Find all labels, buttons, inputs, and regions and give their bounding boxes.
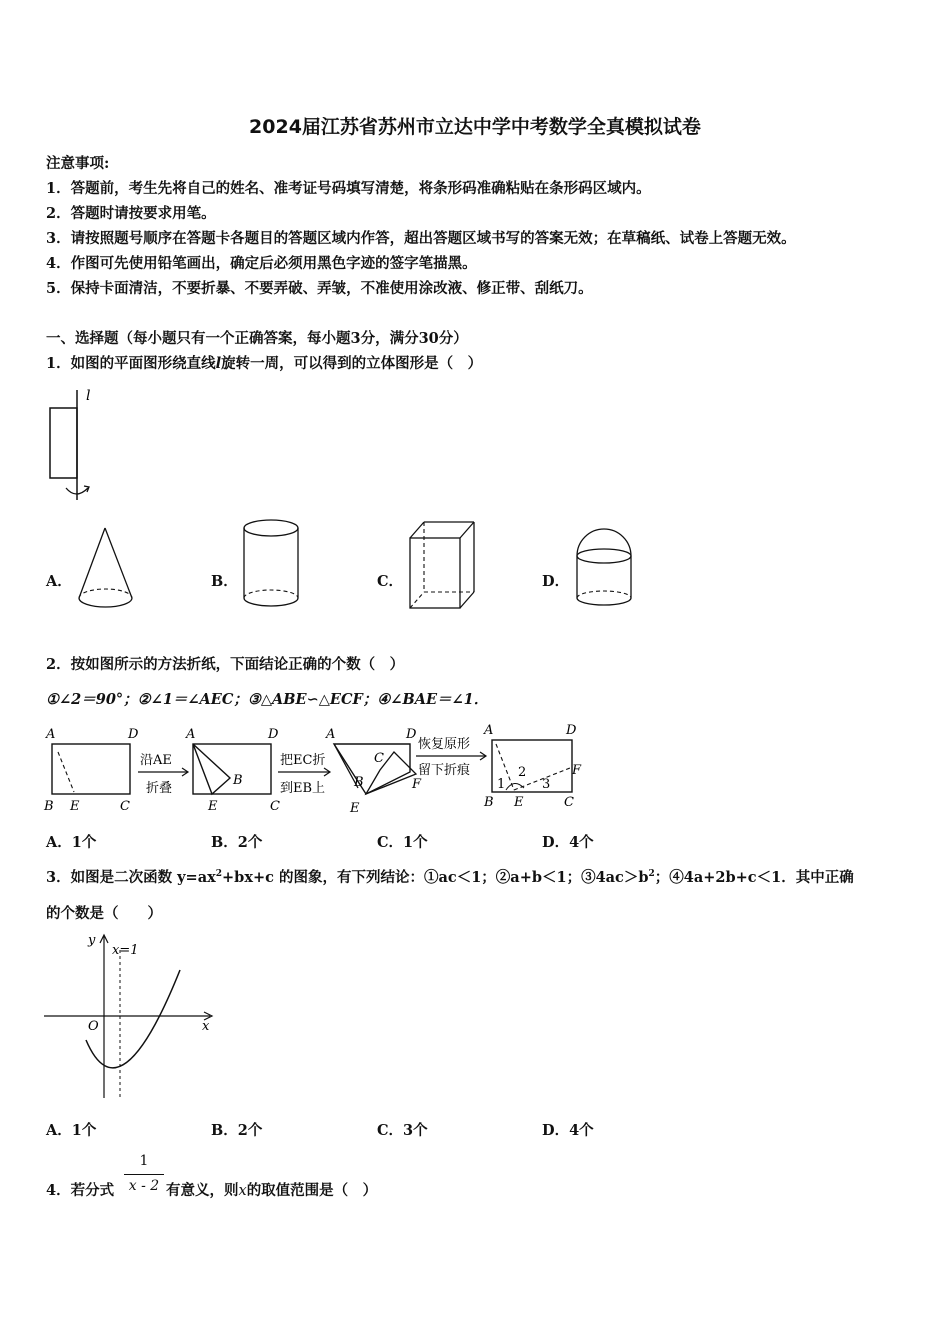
q1-option-c: C．: [377, 573, 404, 590]
svg-text:x: x: [202, 1019, 210, 1034]
svg-text:B: B: [484, 795, 494, 810]
svg-text:D: D: [268, 727, 279, 742]
q1-option-a: A．: [46, 573, 72, 590]
svg-text:3: 3: [542, 777, 551, 792]
svg-text:x=1: x=1: [112, 943, 139, 958]
fraction-bar: [124, 1174, 164, 1175]
notice-item: 1．答题前，考生先将自己的姓名、准考证号码填写清楚，将条形码准确粘贴在条形码区域内。: [46, 180, 651, 197]
q2-option-c: C．1个: [377, 834, 428, 851]
question-2-conclusions: ①∠2＝90°；②∠1＝∠AEC；③△ABE∽△ECF；④∠BAE＝∠1．: [46, 691, 489, 708]
notice-item: 5．保持卡面清洁，不要折暴、不要弄破、弄皱，不准使用涂改液、修正带、刮纸刀。: [46, 280, 593, 297]
q3-option-d: D．4个: [542, 1122, 594, 1139]
svg-text:A: A: [186, 727, 196, 742]
svg-text:C: C: [374, 751, 384, 766]
svg-text:恢复原形: 恢复原形: [418, 737, 471, 752]
question-2-stem: 2．按如图所示的方法折纸，下面结论正确的个数（ ）: [46, 656, 405, 673]
q1-option-b: B．: [211, 573, 238, 590]
svg-text:C: C: [270, 799, 280, 814]
cylinder-figure: [238, 516, 304, 612]
svg-text:A: A: [326, 727, 336, 742]
question-3-stem: 3．如图是二次函数 $y=ax^2+bx+c$ 的图象，有下列结论：①ac＜1；②a+b＜1；$③4ac>b^2$；④4a+2b+c＜1．其中正确: [46, 869, 854, 886]
svg-text:E: E: [350, 801, 360, 816]
svg-text:A: A: [46, 727, 56, 742]
svg-text:折叠: 折叠: [146, 781, 173, 796]
q2-option-d: D．4个: [542, 834, 594, 851]
svg-text:E: E: [208, 799, 218, 814]
svg-text:沿AE: 沿AE: [140, 753, 172, 768]
svg-text:O: O: [88, 1019, 99, 1034]
q3-option-a: A．1个: [46, 1122, 97, 1139]
svg-text:1: 1: [497, 777, 506, 792]
notice-item: 2．答题时请按要求用笔。: [46, 205, 216, 222]
svg-text:D: D: [406, 727, 417, 742]
notice-item: 3．请按照题号顺序在答题卡各题目的答题区域内作答，超出答题区域书写的答案无效；在草稿纸、试卷上答题无效。: [46, 230, 796, 247]
q1-figure: [40, 382, 110, 507]
svg-text:B: B: [354, 775, 364, 790]
svg-text:把EC折: 把EC折: [280, 753, 326, 768]
page-title: 2024届江苏省苏州市立达中学中考数学全真模拟试卷: [249, 116, 701, 138]
svg-text:D: D: [566, 723, 577, 738]
section-heading: 一、选择题（每小题只有一个正确答案，每小题3分，满分30分）: [46, 330, 468, 347]
q1-option-d: D．: [542, 573, 570, 590]
q3-parabola-graph: [40, 930, 220, 1102]
q3-option-c: C．3个: [377, 1122, 428, 1139]
cuboid-figure: [404, 518, 480, 614]
svg-text:F: F: [412, 777, 422, 792]
axis-label-l: l: [86, 388, 91, 404]
question-1-stem: 1．如图的平面图形绕直线l旋转一周，可以得到的立体图形是（ ）: [46, 355, 483, 372]
fraction-numerator: 1: [139, 1153, 149, 1169]
svg-text:D: D: [128, 727, 139, 742]
svg-text:C: C: [564, 795, 574, 810]
svg-text:留下折痕: 留下折痕: [418, 763, 471, 778]
svg-text:C: C: [120, 799, 130, 814]
svg-text:E: E: [70, 799, 80, 814]
svg-text:B: B: [233, 773, 243, 788]
svg-text:E: E: [514, 795, 524, 810]
dome-cylinder-figure: [570, 522, 638, 612]
svg-text:2: 2: [518, 765, 527, 780]
parabola-curve: [86, 970, 180, 1068]
cone-figure: [74, 522, 140, 614]
fraction-denominator: x - 2: [128, 1178, 160, 1194]
q2-folding-figure: [40, 722, 600, 822]
question-3-stem-line2: 的个数是（ ）: [46, 905, 162, 922]
svg-text:A: A: [484, 723, 494, 738]
notice-heading: 注意事项:: [46, 155, 110, 172]
svg-text:y: y: [88, 933, 96, 948]
q3-option-b: B．2个: [211, 1122, 263, 1139]
notice-item: 4．作图可先使用铅笔画出，确定后必须用黑色字迹的签字笔描黑。: [46, 255, 477, 272]
question-4-stem-rest: 有意义，则x的取值范围是（ ）: [166, 1182, 378, 1199]
question-4-stem: 4．若分式: [46, 1182, 115, 1199]
svg-text:到EB上: 到EB上: [280, 781, 326, 796]
q2-option-b: B．2个: [211, 834, 263, 851]
q2-option-a: A．1个: [46, 834, 97, 851]
svg-text:F: F: [572, 763, 582, 778]
svg-text:B: B: [44, 799, 54, 814]
